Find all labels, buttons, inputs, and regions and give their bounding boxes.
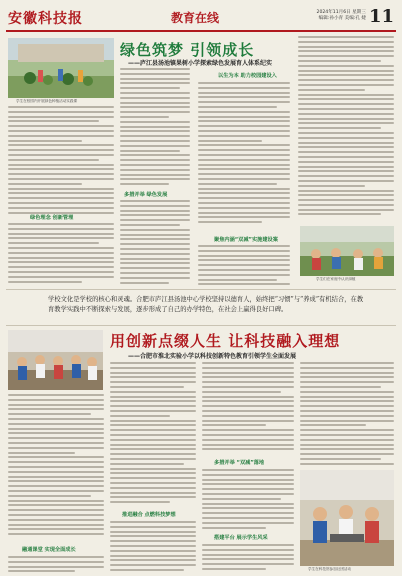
article1-col1-text bbox=[8, 106, 114, 216]
section-divider-1 bbox=[6, 289, 396, 290]
article2-photo-left bbox=[8, 330, 103, 390]
page-header bbox=[6, 6, 396, 32]
article1-subhead-3: 多措并举 绿色发展 bbox=[124, 192, 168, 198]
article2-col3-text bbox=[202, 362, 294, 453]
article1-col3-text-b bbox=[198, 245, 290, 288]
article1-col3-text bbox=[198, 82, 290, 226]
article1-col2-text bbox=[120, 68, 190, 188]
article2-col1-text bbox=[8, 394, 104, 538]
article2-col2-text bbox=[110, 362, 196, 506]
article2-subhead-1: 搭建平台 展示学生风采 bbox=[214, 535, 268, 541]
article1-photo-right bbox=[300, 226, 394, 276]
article2-photo-right bbox=[300, 470, 394, 566]
article2-col4-text bbox=[300, 362, 394, 468]
masthead: 安徽科技报 bbox=[8, 11, 83, 27]
article1-col2-text-b bbox=[120, 200, 190, 286]
article2-caption-right: 学生在科技馆参加社团活动 bbox=[308, 567, 352, 571]
article1-subhead-4: 聚焦内涵“双减”实施建设案 bbox=[214, 237, 278, 243]
page-number: 11 bbox=[368, 6, 394, 27]
article1-col4-text bbox=[298, 36, 394, 218]
article1-subhead-2: 绿色理念 创新管理 bbox=[30, 215, 74, 221]
article2-col1-text-b bbox=[8, 556, 104, 575]
pull-quote: 学校文化是学校的核心和灵魂。合肥市庐江县汤池中心学校坚持以德育人，始终把“习惯”与“养成”有机结合，在教育教学实践中不断探索与发展，逐步形成了自己的办学特色，在社会上赢得良好口碑。 bbox=[48, 296, 364, 313]
article1-col1-text-b bbox=[8, 223, 114, 285]
section-title: 教育在线 bbox=[171, 11, 220, 25]
article1-caption-left: 学生在校园内开展绿色种植活动实践课 bbox=[16, 99, 78, 103]
header-rule bbox=[6, 30, 396, 32]
article2-subhead-3: 多措并举 “双减”落地 bbox=[214, 460, 265, 466]
article2-subtitle: ——合肥市淮北实验小学以科技创新特色教育引领学生全面发展 bbox=[128, 353, 297, 360]
article2-subhead-4: 融通课堂 实现全面成长 bbox=[22, 547, 76, 553]
article2-col3-text-b bbox=[202, 469, 294, 531]
article1-caption-right: 学生们在家庭中认识绿植 bbox=[316, 277, 356, 281]
article1-title: 绿色筑梦 引领成长 bbox=[120, 41, 255, 59]
article2-title: 用创新点缀人生 让科技融入理想 bbox=[110, 332, 341, 350]
issue-date: 2024年11月6日 星期三 编辑:孙小青 美编:孔 婕 bbox=[316, 10, 366, 21]
section-divider-2 bbox=[6, 325, 396, 326]
article1-subtitle: ——庐江县汤池镇果树小学探索绿色发展育人体系纪实 bbox=[128, 60, 273, 67]
article2-subhead-2: 推进融合 点燃科技梦想 bbox=[122, 512, 176, 518]
article1-photo-left bbox=[8, 38, 114, 98]
article2-col3-text-c bbox=[202, 544, 294, 573]
article2-col2-text-b bbox=[110, 521, 196, 574]
article1-subhead-1: 以生为本 助力校园建设入 bbox=[218, 73, 277, 79]
